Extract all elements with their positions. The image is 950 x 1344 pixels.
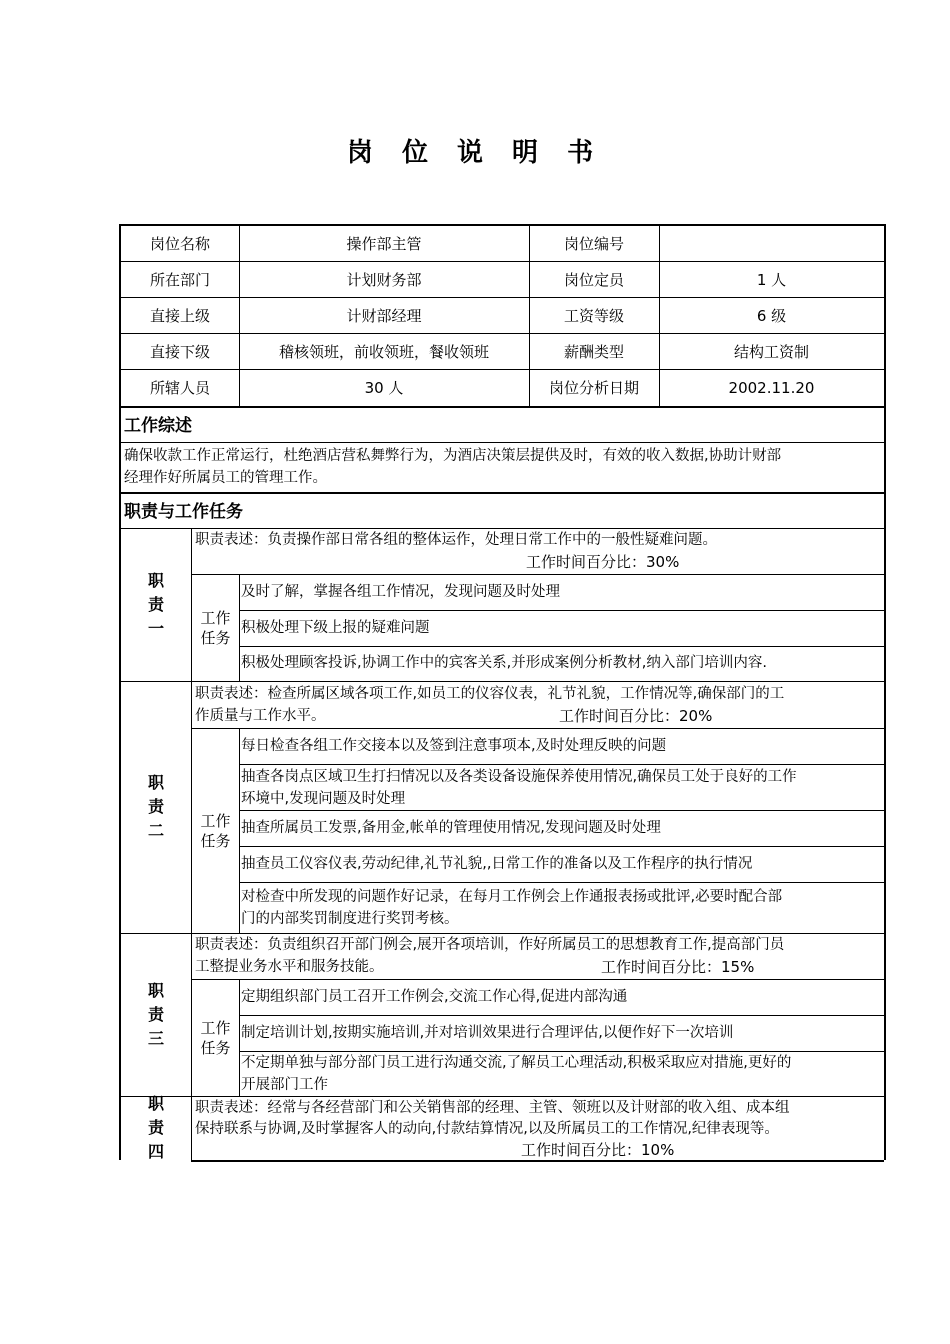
- grid-line: [239, 882, 884, 883]
- grid-line: [121, 528, 884, 529]
- grid-line: [121, 492, 884, 494]
- duty3-label-char: 三: [147, 1028, 164, 1048]
- label-pay-type: 薪酬类型: [563, 342, 624, 361]
- duty4-description-line2: 保持联系与协调,及时掌握客人的动向,付款结算情况,以及所属员工的工作情况,纪律表现等。: [195, 1121, 779, 1137]
- duty2-task-label: [192, 728, 239, 933]
- duty3-label-char: 职: [147, 980, 164, 1000]
- label-supervisor: 直接上级: [149, 306, 210, 325]
- duty4-label: [121, 1096, 191, 1160]
- label-position-code: 岗位编号: [563, 234, 624, 253]
- value-staff-count: 30 人: [364, 379, 404, 397]
- grid-line: [121, 442, 884, 443]
- duty2-time-percent: 工作时间百分比：20%: [559, 707, 713, 725]
- duty1-time-percent: 工作时间百分比：30%: [526, 553, 680, 571]
- grid-line: [121, 681, 884, 682]
- grid-line: [191, 1160, 884, 1162]
- duty2-label-char: 责: [147, 797, 164, 816]
- duty4-label-char: 职: [147, 1094, 164, 1113]
- label-department: 所在部门: [149, 270, 210, 289]
- summary-text-line1: 确保收款工作正常运行，杜绝酒店营私舞弊行为，为酒店决策层提供及时，有效的收入数据,协助计财部: [124, 448, 782, 464]
- duty2-description-line1: 职责表述：检查所属区域各项工作,如员工的仪容仪表，礼节礼貌，工作情况等,确保部门的工: [195, 686, 785, 702]
- job-description-sheet: [119, 224, 886, 1160]
- summary-heading: 工作综述: [124, 416, 192, 436]
- task-label-line: 工作: [200, 1018, 231, 1037]
- task-label-line: 任务: [200, 628, 231, 647]
- grid-line: [121, 1096, 884, 1097]
- duty2-task: 每日检查各组工作交接本以及签到注意事项本,及时处理反映的问题: [241, 737, 667, 754]
- duty2-label-char: 职: [147, 773, 164, 792]
- duty3-description-line1: 职责表述：负责组织召开部门例会,展开各项培训，作好所属员工的思想教育工作,提高部门员: [195, 937, 785, 953]
- task-label-line: 工作: [200, 811, 231, 830]
- duty4-label-char: 责: [147, 1118, 164, 1137]
- grid-line: [121, 406, 884, 408]
- grid-line: [121, 933, 884, 934]
- label-position-name: 岗位名称: [149, 234, 210, 253]
- task-label-line: 任务: [200, 1038, 231, 1057]
- value-headcount: 1 人: [756, 270, 787, 289]
- grid-line: [239, 764, 884, 765]
- duty1-label-char: 职: [147, 570, 164, 590]
- duty2-task: 抽查所属员工发票,备用金,帐单的管理使用情况,发现问题及时处理: [241, 819, 661, 836]
- task-label-line: 工作: [200, 608, 231, 627]
- duty2-task: 抽查员工仪容仪表,劳动纪律,礼节礼貌,,日常工作的准备以及工作程序的执行情况: [241, 855, 753, 872]
- duty1-label-char: 责: [147, 594, 164, 614]
- duty3-time-percent: 工作时间百分比：15%: [601, 958, 755, 976]
- duty2-task: 对检查中所发现的问题作好记录，在每月工作例会上作通报表扬或批评,必要时配合部: [241, 888, 783, 905]
- value-salary-grade: 6 级: [756, 306, 787, 325]
- value-supervisor: 计财部经理: [346, 306, 422, 325]
- value-position-name: 操作部主管: [346, 234, 422, 253]
- duty1-task: 积极处理下级上报的疑难问题: [241, 619, 430, 636]
- duty2-label-char: 二: [147, 821, 164, 840]
- duty1-task: 积极处理顾客投诉,协调工作中的宾客关系,并形成案例分析教材,纳入部门培训内容.: [241, 655, 767, 671]
- duty2-task-continued: 门的内部奖罚制度进行奖罚考核。: [241, 910, 459, 927]
- label-analysis-date: 岗位分析日期: [548, 379, 639, 397]
- value-subordinates: 稽核领班，前收领班，餐收领班: [278, 342, 489, 361]
- page-title: 岗 位 说 明 书: [346, 138, 604, 168]
- duty2-label: [121, 681, 191, 933]
- duty4-description-line1: 职责表述：经常与各经营部门和公关销售部的经理、主管、领班以及计财部的收入组、成本组: [195, 1100, 790, 1116]
- label-staff-count: 所辖人员: [149, 379, 210, 397]
- duty3-task-label: [192, 979, 239, 1096]
- duty2-description-line2: 作质量与工作水平。: [195, 708, 326, 724]
- value-position-code: [659, 226, 884, 261]
- duty3-description-line2: 工整提业务水平和服务技能。: [195, 959, 384, 975]
- duty3-task: 定期组织部门员工召开工作例会,交流工作心得,促进内部沟通: [241, 988, 628, 1005]
- value-analysis-date: 2002.11.20: [728, 379, 815, 397]
- duty1-label-char: 一: [147, 618, 164, 638]
- duty3-label-char: 责: [147, 1004, 164, 1024]
- duty3-label: [121, 933, 191, 1096]
- duty2-task: 抽查各岗点区域卫生打扫情况以及各类设备设施保养使用情况,确保员工处于良好的工作: [241, 768, 797, 785]
- value-department: 计划财务部: [346, 270, 422, 289]
- duty3-task-continued: 开展部门工作: [241, 1076, 328, 1093]
- label-headcount: 岗位定员: [563, 270, 624, 289]
- duty1-task-label: [192, 574, 239, 681]
- label-subordinates: 直接下级: [149, 342, 210, 361]
- value-pay-type: 结构工资制: [733, 342, 809, 361]
- summary-text-line2: 经理作好所属员工的管理工作。: [124, 470, 327, 486]
- duty1-task: 及时了解，掌握各组工作情况，发现问题及时处理: [241, 583, 560, 600]
- duty1-description: 职责表述：负责操作部日常各组的整体运作，处理日常工作中的一般性疑难问题。: [195, 532, 717, 548]
- duty1-label: [121, 528, 191, 681]
- duty4-time-percent: 工作时间百分比：10%: [521, 1141, 675, 1159]
- duty4-label-char: 四: [147, 1142, 164, 1161]
- duty3-task: 不定期单独与部分部门员工进行沟通交流,了解员工心理活动,积极采取应对措施,更好的: [241, 1054, 792, 1071]
- task-label-line: 任务: [200, 831, 231, 850]
- label-salary-grade: 工资等级: [563, 306, 624, 325]
- duties-heading: 职责与工作任务: [124, 502, 243, 522]
- duty2-task-continued: 环境中,发现问题及时处理: [241, 790, 406, 807]
- duty3-task: 制定培训计划,按期实施培训,并对培训效果进行合理评估,以便作好下一次培训: [241, 1024, 734, 1041]
